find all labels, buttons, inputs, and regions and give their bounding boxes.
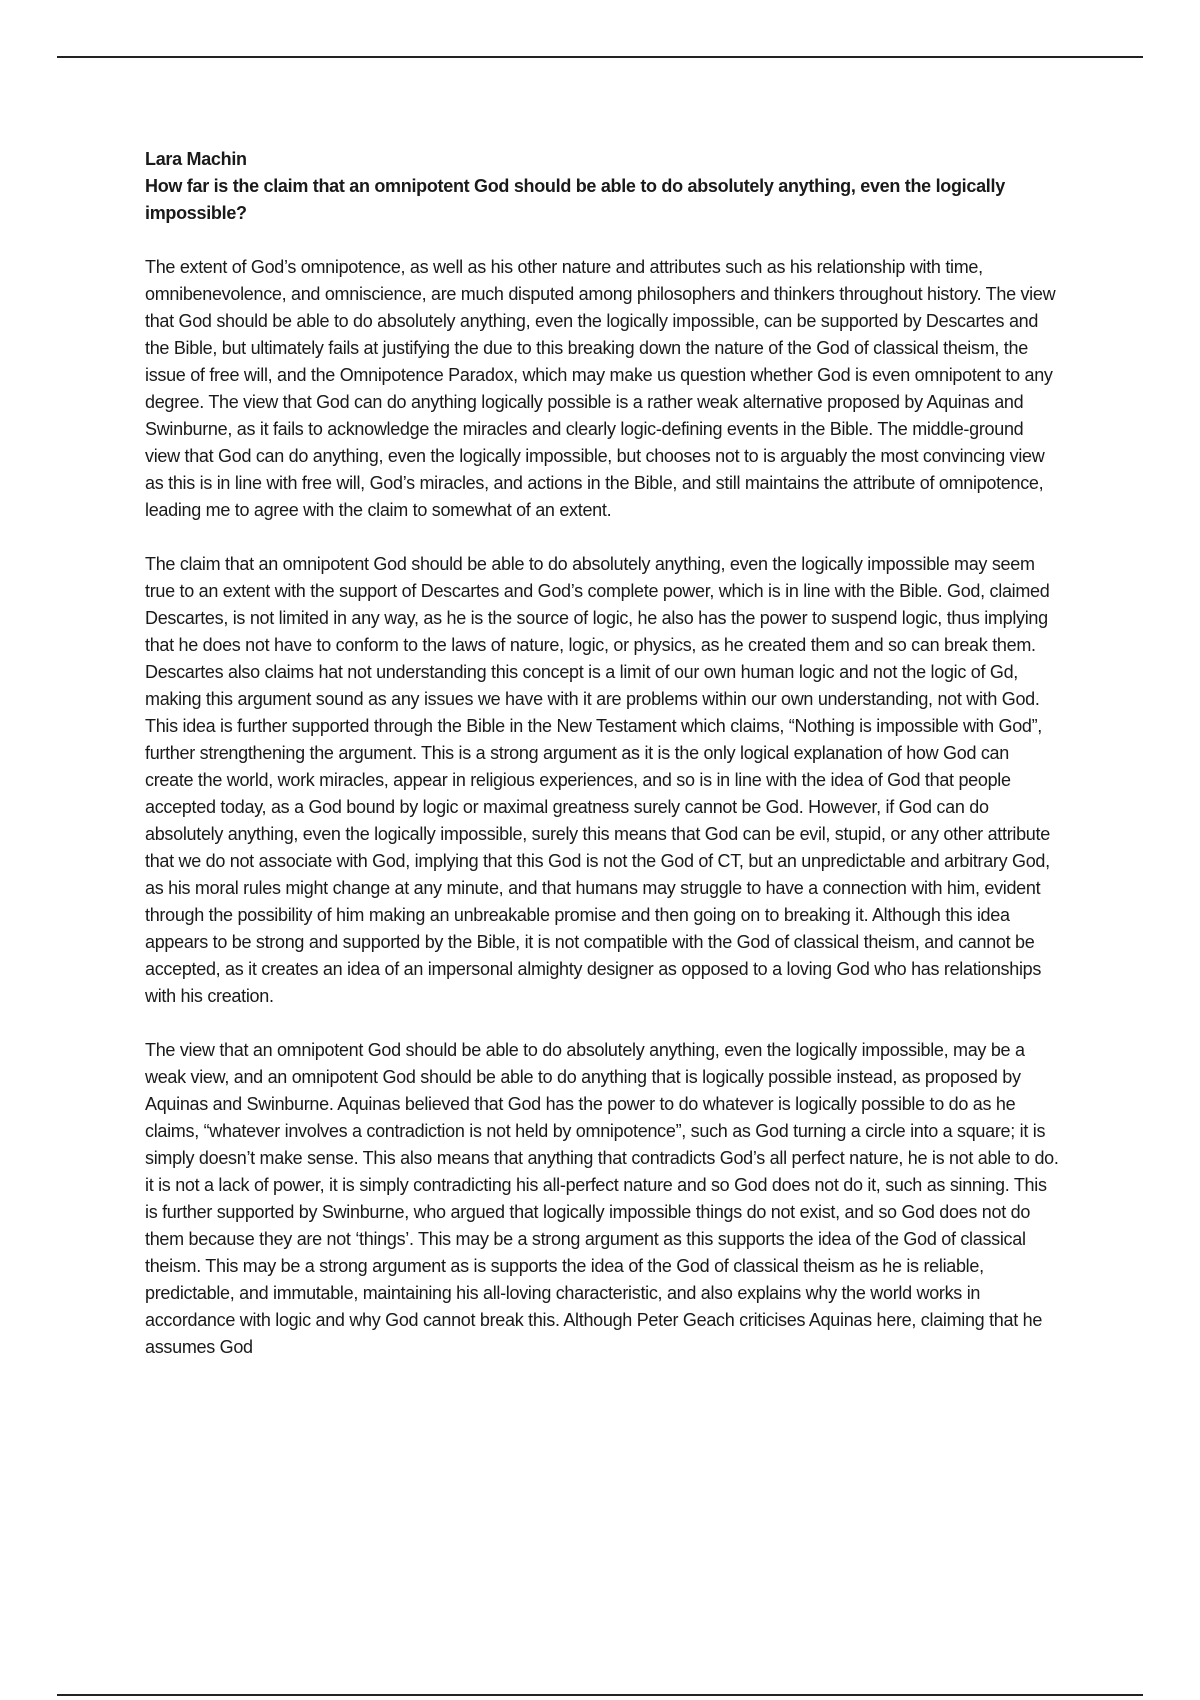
paragraph-descartes: The claim that an omnipotent God should be able to do absolutely anything, even the logically impossible may seem true to an extent with the support of Descartes and God’s complete power, which is in line with the Bible. God, claimed Descartes, is not limited in any way, as he is the source of logic, he also has the power to suspend logic, thus implying that he does not have to conform to the laws of nature, logic, or physics, as he created them and so can break them. Descartes also claims hat not understanding this concept is a limit of our own human logic and not the logic of Gd, making this argument sound as any issues we have with it are problems within our own understanding, not with God. This idea is further supported through the Bible in the New Testament which claims, “Nothing is impossible with God”, further strengthening the argument. This is a strong argument as it is the only logical explanation of how God can create the world, work miracles, appear in religious experiences, and so is in line with the idea of God that people accepted today, as a God bound by logic or maximal greatness surely cannot be God. However, if God can do absolutely anything, even the logically impossible, surely this means that God can be evil, stupid, or any other attribute that we do not associate with God, implying that this God is not the God of CT, but an unpredictable and arbitrary God, as his moral rules might change at any minute, and that humans may struggle to have a connection with him, evident through the possibility of him making an unbreakable promise and then going on to breaking it. Although this idea appears to be strong and supported by the Bible, it is not compatible with the God of classical theism, and cannot be accepted, as it creates an idea of an impersonal almighty designer as opposed to a loving God who has relationships with his creation. — [145, 554, 1050, 1006]
top-rule — [57, 56, 1143, 58]
paragraph-aquinas: The view that an omnipotent God should be able to do absolutely anything, even the logically impossible, may be a weak view, and an omnipotent God should be able to do anything that is logically possible instead, as proposed by Aquinas and Swinburne. Aquinas believed that God has the power to do whatever is logically possible to do as he claims, “whatever involves a contradiction is not held by omnipotence”, such as God turning a circle into a square; it is simply doesn’t make sense. This also means that anything that contradicts God’s all perfect nature, he is not able to do. it is not a lack of power, it is simply contradicting his all-perfect nature and so God does not do it, such as sinning. This is further supported by Swinburne, who argued that logically impossible things do not exist, and so God does not do them because they are not ‘things’. This may be a strong argument as this supports the idea of the God of classical theism. This may be a strong argument as is supports the idea of the God of classical theism as he is reliable, predictable, and immutable, maintaining his all-loving characteristic, and also explains why the world works in accordance with logic and why God cannot break this. Although Peter Geach criticises Aquinas here, claiming that he assumes God — [145, 1040, 1059, 1357]
essay-title: How far is the claim that an omnipotent God should be able to do absolutely anything, even the logically impossible? — [145, 176, 1005, 223]
bottom-rule — [57, 1694, 1143, 1696]
author-name: Lara Machin — [145, 149, 247, 169]
document-body — [145, 146, 1060, 1361]
paragraph-introduction: The extent of God’s omnipotence, as well as his other nature and attributes such as his relationship with time, omnibenevolence, and omniscience, are much disputed among philosophers and thinkers throughout history. The view that God should be able to do absolutely anything, even the logically impossible, can be supported by Descartes and the Bible, but ultimately fails at justifying the due to this breaking down the nature of the God of classical theism, the issue of free will, and the Omnipotence Paradox, which may make us question whether God is even omnipotent to any degree. The view that God can do anything logically possible is a rather weak alternative proposed by Aquinas and Swinburne, as it fails to acknowledge the miracles and clearly logic-defining events in the Bible. The middle-ground view that God can do anything, even the logically impossible, but chooses not to is arguably the most convincing view as this is in line with free will, God’s miracles, and actions in the Bible, and still maintains the attribute of omnipotence, leading me to agree with the claim to somewhat of an extent. — [145, 257, 1056, 520]
